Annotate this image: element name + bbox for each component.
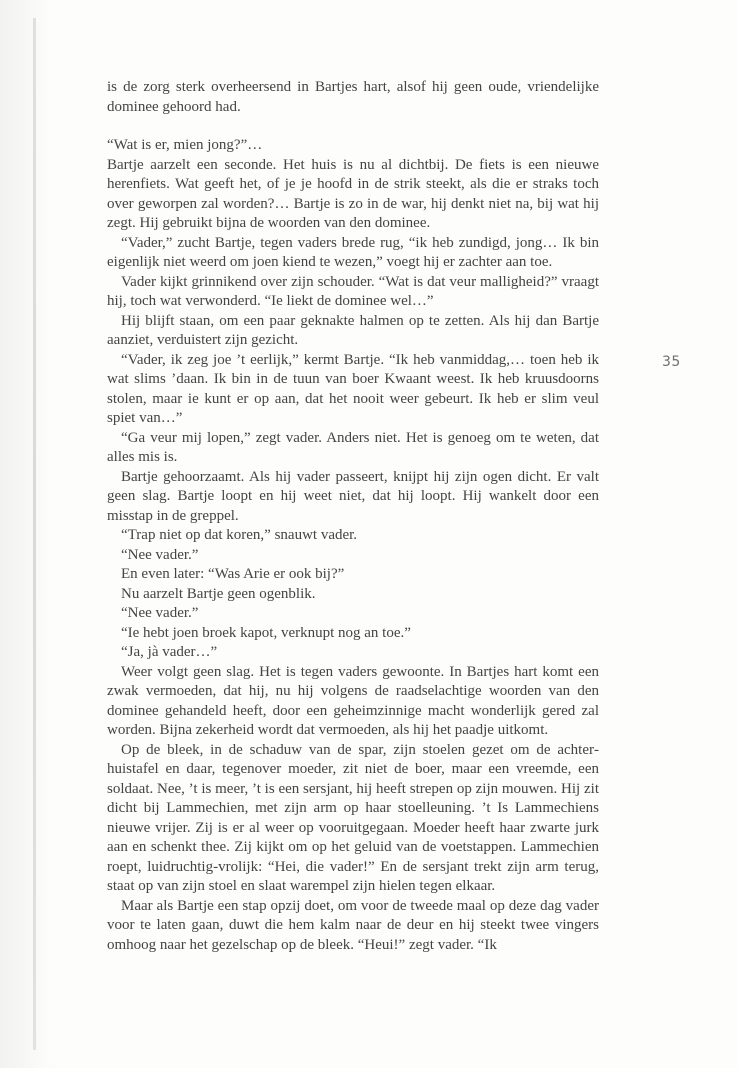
paragraph: “Vader, ik zeg joe ’t eerlijk,” kermt Bartje. “Ik heb vanmiddag,… toen heb ik wat slims ’daan. Ik bin in de tuun van boer Kwaant weest. Ik heb kruusdoorns stolen, maar ie kunt er op aan, dat het nooit weer gebeurt. Ik heb er slim veul spiet van…” [107,351,599,426]
paragraph: Weer volgt geen slag. Het is tegen vaders gewoonte. In Bartjes hart komt een zwak vermoeden, dat hij, nu hij volgens de raadselachtige woorden van den dominee gehandeld heeft, door een geheimzinnige macht wonderlijk gered zal worden. Bijna zekerheid wordt dat vermoeden, als hij het paadje uitkomt. [107,663,599,738]
paragraph: Bartje aarzelt een seconde. Het huis is nu al dichtbij. De fiets is een nieuwe herenfiets. Wat geeft het, of je je hoofd in de strik steekt, als die er straks toch over geworpen zal worden?… Bartje is zo in de war, hij denkt niet na, bij wat hij zegt. Hij gebruikt bijna de woorden van den dominee. [107,156,599,231]
paragraph: “Ga veur mij lopen,” zegt vader. Anders niet. Het is genoeg om te weten, dat alles mis is. [107,429,599,465]
paragraph: “Nee vader.” [121,546,199,563]
paragraph: “Vader,” zucht Bartje, tegen vaders brede rug, “ik heb zundigd, jong… Ik bin eigenlijk niet weerd om joen kiend te wezen,” voegt hij er zachter aan toe. [107,234,599,270]
page-number: 35 [662,354,681,370]
paragraph: En even later: “Was Arie er ook bij?” [121,566,345,582]
paragraph: Op de bleek, in de schaduw van de spar, zijn stoelen gezet om de achterhuistafel en daar, tegenover moeder, zit niet de boer, maar een vreemde, een soldaat. Nee, ’t is meer, ’t is een sersjant, hij heeft strepen op zijn mouwen. Hij zit dicht bij Lammechien, met zijn arm op haar stoelleuning. ’t Is Lammechiens nieuwe vrijer. Zij is er al weer op vooruitgegaan. Moeder heeft haar zwarte jurk aan en schenkt thee. Zij kijkt om op het geluid van de voetstappen. Lammechien roept, luidruchtig-vrolijk: “Hei, die vader!” En de sersjant trekt zijn arm terug, staat op van zijn stoel en slaat warempel zijn hielen tegen elkaar. [107,741,599,894]
paragraph: “Ja, jà vader…” [121,644,218,660]
body-text [107,78,599,955]
paragraph: “Trap niet op dat koren,” snauwt vader. [121,527,358,543]
paragraph: Hij blijft staan, om een paar geknakte halmen op te zetten. Als hij dan Bartje aanziet, verduistert zijn gezicht. [107,312,599,348]
paragraph: Vader kijkt grinnikend over zijn schouder. “Wat is dat veur malligheid?” vraagt hij, toch wat verwonderd. “Ie liekt de dominee wel…” [107,273,599,309]
paragraph: Nu aarzelt Bartje geen ogenblik. [121,585,316,602]
paragraph: is de zorg sterk overheersend in Bartjes hart, alsof hij geen oude, vriendelijke dominee gehoord had. [107,79,599,115]
gutter-shadow [0,0,58,1068]
paragraph: “Ie hebt joen broek kapot, verknupt nog an toe.” [121,624,411,641]
paragraph: “Wat is er, mien jong?”… [107,137,263,153]
gutter-line [33,18,36,1050]
paragraph: Maar als Bartje een stap opzij doet, om voor de tweede maal op deze dag vader voor te laten gaan, duwt die hem kalm naar de deur en hij steekt twee vingers omhoog naar het gezelschap op de bleek. “Heui!” zegt vader. “Ik [107,897,599,953]
paragraph: “Nee vader.” [121,605,199,621]
paragraph: Bartje gehoorzaamt. Als hij vader passeert, knijpt hij zijn ogen dicht. Er valt geen slag. Bartje loopt en hij weet niet, dat hij loopt. Hij wankelt door een misstap in de greppel. [107,468,599,524]
